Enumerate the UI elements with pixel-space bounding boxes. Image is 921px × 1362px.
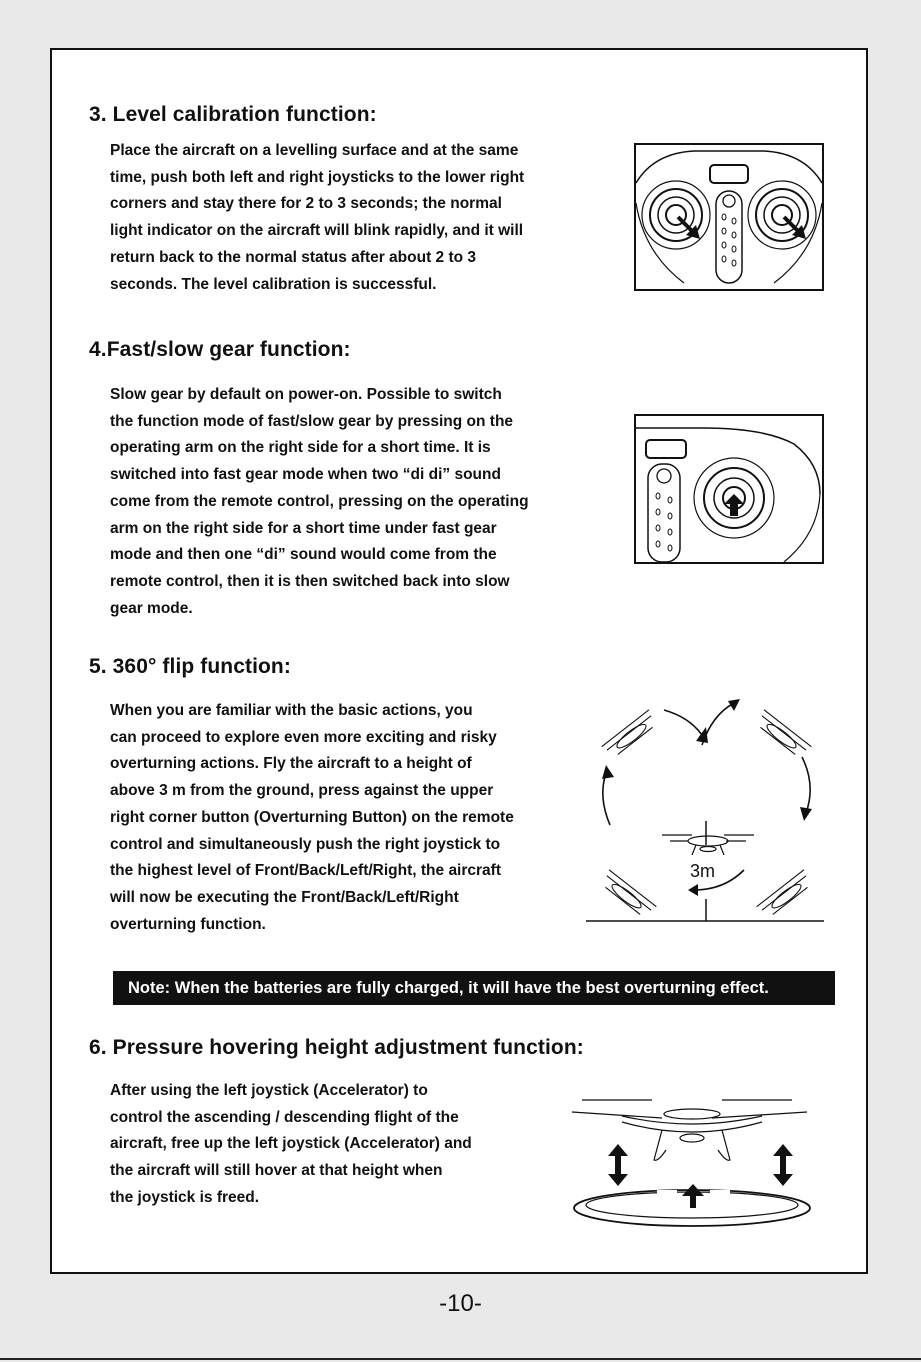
- hovering-drone-icon: [662, 835, 754, 855]
- flip-illustration: [584, 685, 828, 923]
- remote-gear-illustration: [634, 414, 824, 564]
- section-text-flip: When you are familiar with the basic actions, you can proceed to explore even more exciting and risky overturning actions. Fly the aircraft to a height of above 3 m from the ground, press against the upper right corner button (Overturning Button) on the remote control and simultaneously push the right joystick to the highest level of Front/Back/Left/Right, the aircraft will now be executing the Front/Back/Left/Right overturning function.: [110, 702, 514, 933]
- remote-calibration-illustration: [634, 143, 824, 291]
- bottom-divider: [0, 1358, 921, 1360]
- section-text-hover: After using the left joystick (Accelerator) to control the ascending / descending flight of the aircraft, free up the left joystick (Accelerator) and the aircraft will still hover at that height when the joystick is freed.: [110, 1082, 472, 1206]
- section-text-level-calibration: Place the aircraft on a levelling surface and at the same time, push both left and right joysticks to the lower right corners and stay there for 2 to 3 seconds; the normal light indicator on the aircraft will blink rapidly, and it will return back to the normal status after about 2 to 3 seconds. The level calibration is successful.: [110, 142, 525, 293]
- flip-height-label: 3m: [690, 861, 716, 881]
- section-heading-hover: 6. Pressure hovering height adjustment function:: [89, 1036, 584, 1059]
- section-heading-flip: 5. 360° flip function:: [89, 655, 291, 678]
- note-banner: Note: When the batteries are fully charged, it will have the best overturning effect.: [113, 971, 835, 1005]
- section-text-gear: Slow gear by default on power-on. Possible to switch the function mode of fast/slow gear by pressing on the operating arm on the right side for a short time. It is switched into fast gear mode when two “di di” sound come from the remote control, pressing on the operating arm on the right side for a short time under fast gear mode and then one “di” sound would come from the remote control, then it is then switched back into slow gear mode.: [110, 386, 529, 617]
- page-number: -10-: [439, 1290, 482, 1317]
- section-heading-level-calibration: 3. Level calibration function:: [89, 103, 377, 126]
- section-heading-gear: 4.Fast/slow gear function:: [89, 338, 351, 361]
- up-arrow-icon: [608, 1144, 793, 1208]
- hover-illustration: [562, 1090, 832, 1230]
- page-frame: [50, 48, 868, 1274]
